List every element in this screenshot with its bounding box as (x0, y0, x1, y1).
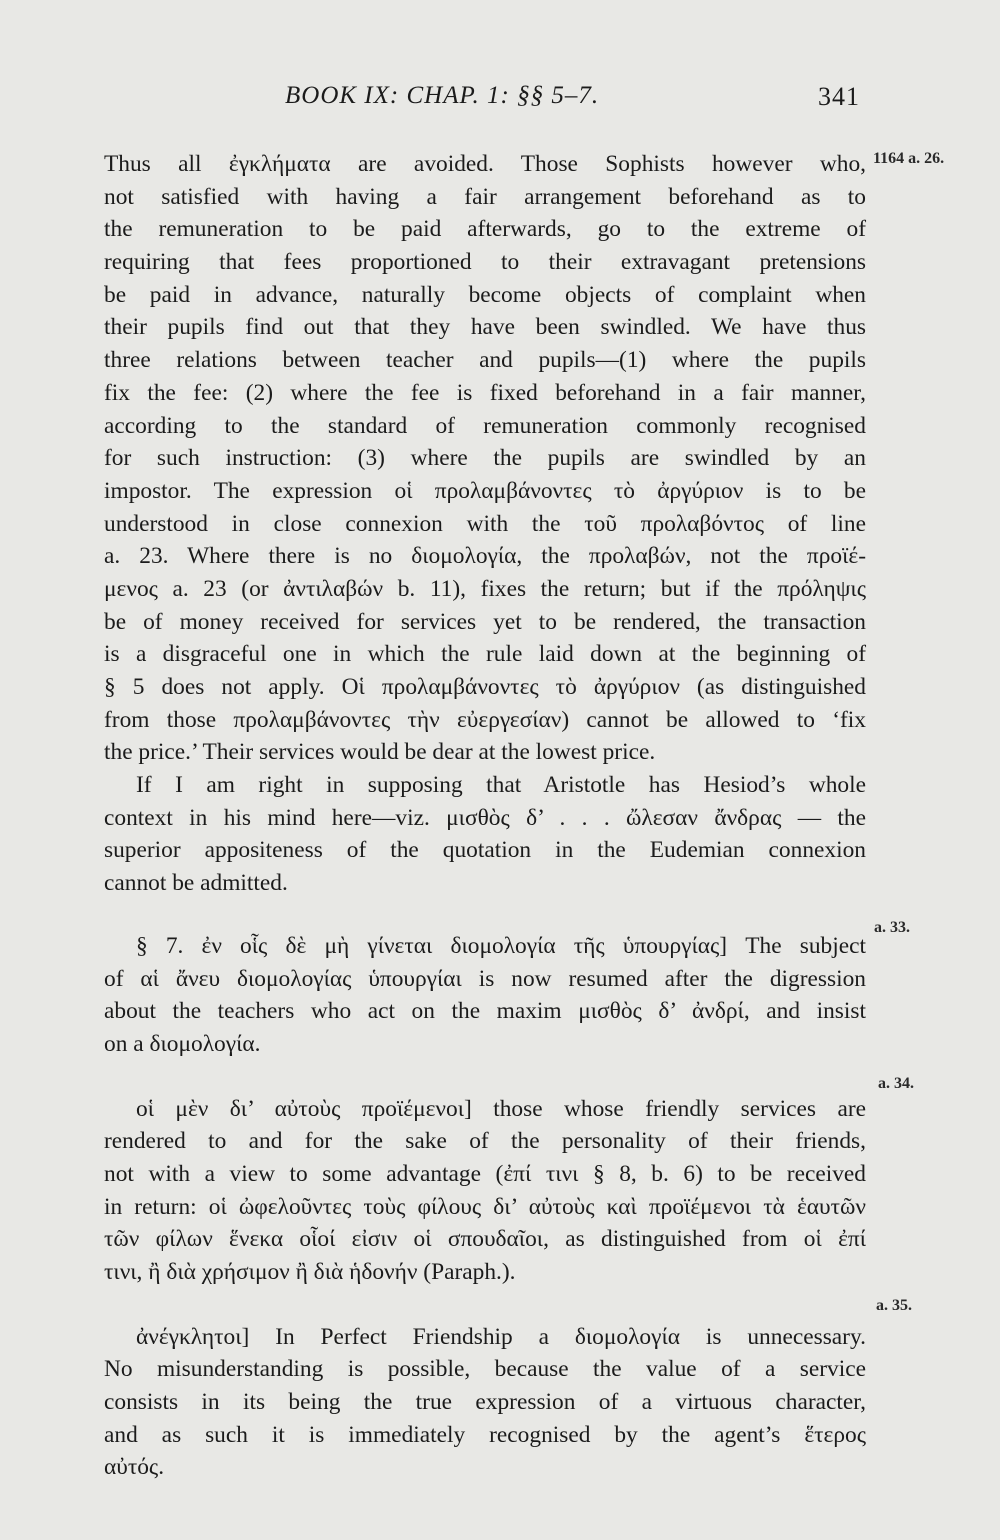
paragraph (104, 1321, 866, 1484)
text-line: on a διομολογία. (104, 1030, 261, 1057)
text-line: οἱ μὲν δι’ αὐτοὺς προϊέμενοι] those whose friendly services are (136, 1095, 866, 1122)
text-line: in return: οἱ ὠφελοῦντες τοὺς φίλους δι’ αὐτοὺς καὶ προϊέμενοι τὰ ἑαυτῶν (104, 1193, 866, 1220)
text-line: be of money received for services yet to be rendered, the transaction (104, 608, 866, 635)
text-line: the price.’ Their services would be dear at the lowest price. (104, 739, 656, 766)
margin-note: 1164 a. 26. (873, 150, 945, 167)
running-title: BOOK IX: CHAP. 1: §§ 5–7. (285, 82, 600, 109)
text-line: according to the standard of remuneration commonly recognised (104, 412, 866, 439)
text-line: a. 23. Where there is no διομολογία, the προλαβών, not the προϊέ- (104, 543, 866, 570)
text-line: the remuneration to be paid afterwards, go to the extreme of (104, 216, 866, 243)
text-line: and as such it is immediately recognised by the agent’s ἕτερος (104, 1421, 866, 1448)
text-line: No misunderstanding is possible, because the value of a service (104, 1356, 866, 1383)
text-line: about the teachers who act on the maxim μισθὸς δ’ ἀνδρί, and insist (104, 998, 866, 1025)
text-line: context in his mind here—viz. μισθὸς δ’ . . . ὤλεσαν ἄνδρας — the (104, 804, 866, 831)
paragraph-gap (104, 1061, 866, 1093)
text-line: ἀνέγκλητοι] In Perfect Friendship a διομολογία is unnecessary. (136, 1323, 866, 1350)
paragraph-gap (104, 1289, 866, 1321)
text-line: If I am right in supposing that Aristotle has Hesiod’s whole (136, 772, 866, 799)
text-line: μενος a. 23 (or ἀντιλαβών b. 11), fixes the return; but if the πρόληψις (104, 575, 866, 602)
text-line: not with a view to some advantage (ἐπί τινι § 8, b. 6) to be received (104, 1160, 866, 1187)
text-line: from those προλαμβάνοντες τὴν εὐεργεσίαν) cannot be allowed to ‘fix (104, 706, 866, 733)
text-line: of αἱ ἄνευ διομολογίας ὑπουργίαι is now resumed after the digression (104, 965, 866, 992)
text-line: for such instruction: (3) where the pupils are swindled by an (104, 445, 866, 472)
text-line: not satisfied with having a fair arrangement beforehand as to (104, 183, 866, 210)
text-line: superior appositeness of the quotation in the Eudemian connexion (104, 837, 866, 864)
text-line: § 7. ἐν οἷς δὲ μὴ γίνεται διομολογία τῆς ὑπουργίας] The subject (136, 932, 866, 959)
paragraph (104, 1093, 866, 1289)
margin-note: a. 34. (878, 1075, 914, 1092)
margin-note: a. 33. (874, 919, 910, 936)
page-number: 341 (818, 82, 860, 111)
text-line: their pupils find out that they have been swindled. We have thus (104, 314, 866, 341)
text-line: rendered to and for the sake of the personality of their friends, (104, 1128, 866, 1155)
text-line: Thus all ἐγκλήματα are avoided. Those Sophists however who, (104, 151, 866, 177)
paragraph (104, 930, 866, 1061)
text-line: understood in close connexion with the τοῦ προλαβόντος of line (104, 510, 866, 537)
text-line: § 5 does not apply. Οἱ προλαμβάνοντες τὸ ἀργύριον (as distinguished (104, 674, 866, 700)
text-line: τινι, ἢ διὰ χρήσιμον ἢ διὰ ἡδονήν (Paraph.). (104, 1259, 516, 1285)
text-line: is a disgraceful one in which the rule laid down at the beginning of (104, 641, 866, 668)
page-header (0, 82, 1000, 122)
text-line: αὐτός. (104, 1454, 165, 1481)
text-line: be paid in advance, naturally become objects of complaint when (104, 281, 866, 308)
paragraph (104, 769, 866, 900)
text-line: impostor. The expression οἱ προλαμβάνοντες τὸ ἀργύριον is to be (104, 477, 866, 504)
text-line: three relations between teacher and pupils—(1) where the pupils (104, 347, 866, 374)
paragraph (104, 148, 866, 769)
margin-note: a. 35. (876, 1297, 912, 1314)
text-line: fix the fee: (2) where the fee is fixed beforehand in a fair manner, (104, 379, 866, 406)
text-line: requiring that fees proportioned to their extravagant pretensions (104, 249, 866, 276)
text-line: consists in its being the true expression of a virtuous character, (104, 1389, 866, 1416)
paragraph-gap (104, 900, 866, 930)
text-line: cannot be admitted. (104, 870, 288, 897)
text-line: τῶν φίλων ἕνεκα οἷοί εἰσιν οἱ σπουδαῖοι, as distinguished from οἱ ἐπί (104, 1226, 866, 1253)
body-text (104, 148, 866, 1484)
